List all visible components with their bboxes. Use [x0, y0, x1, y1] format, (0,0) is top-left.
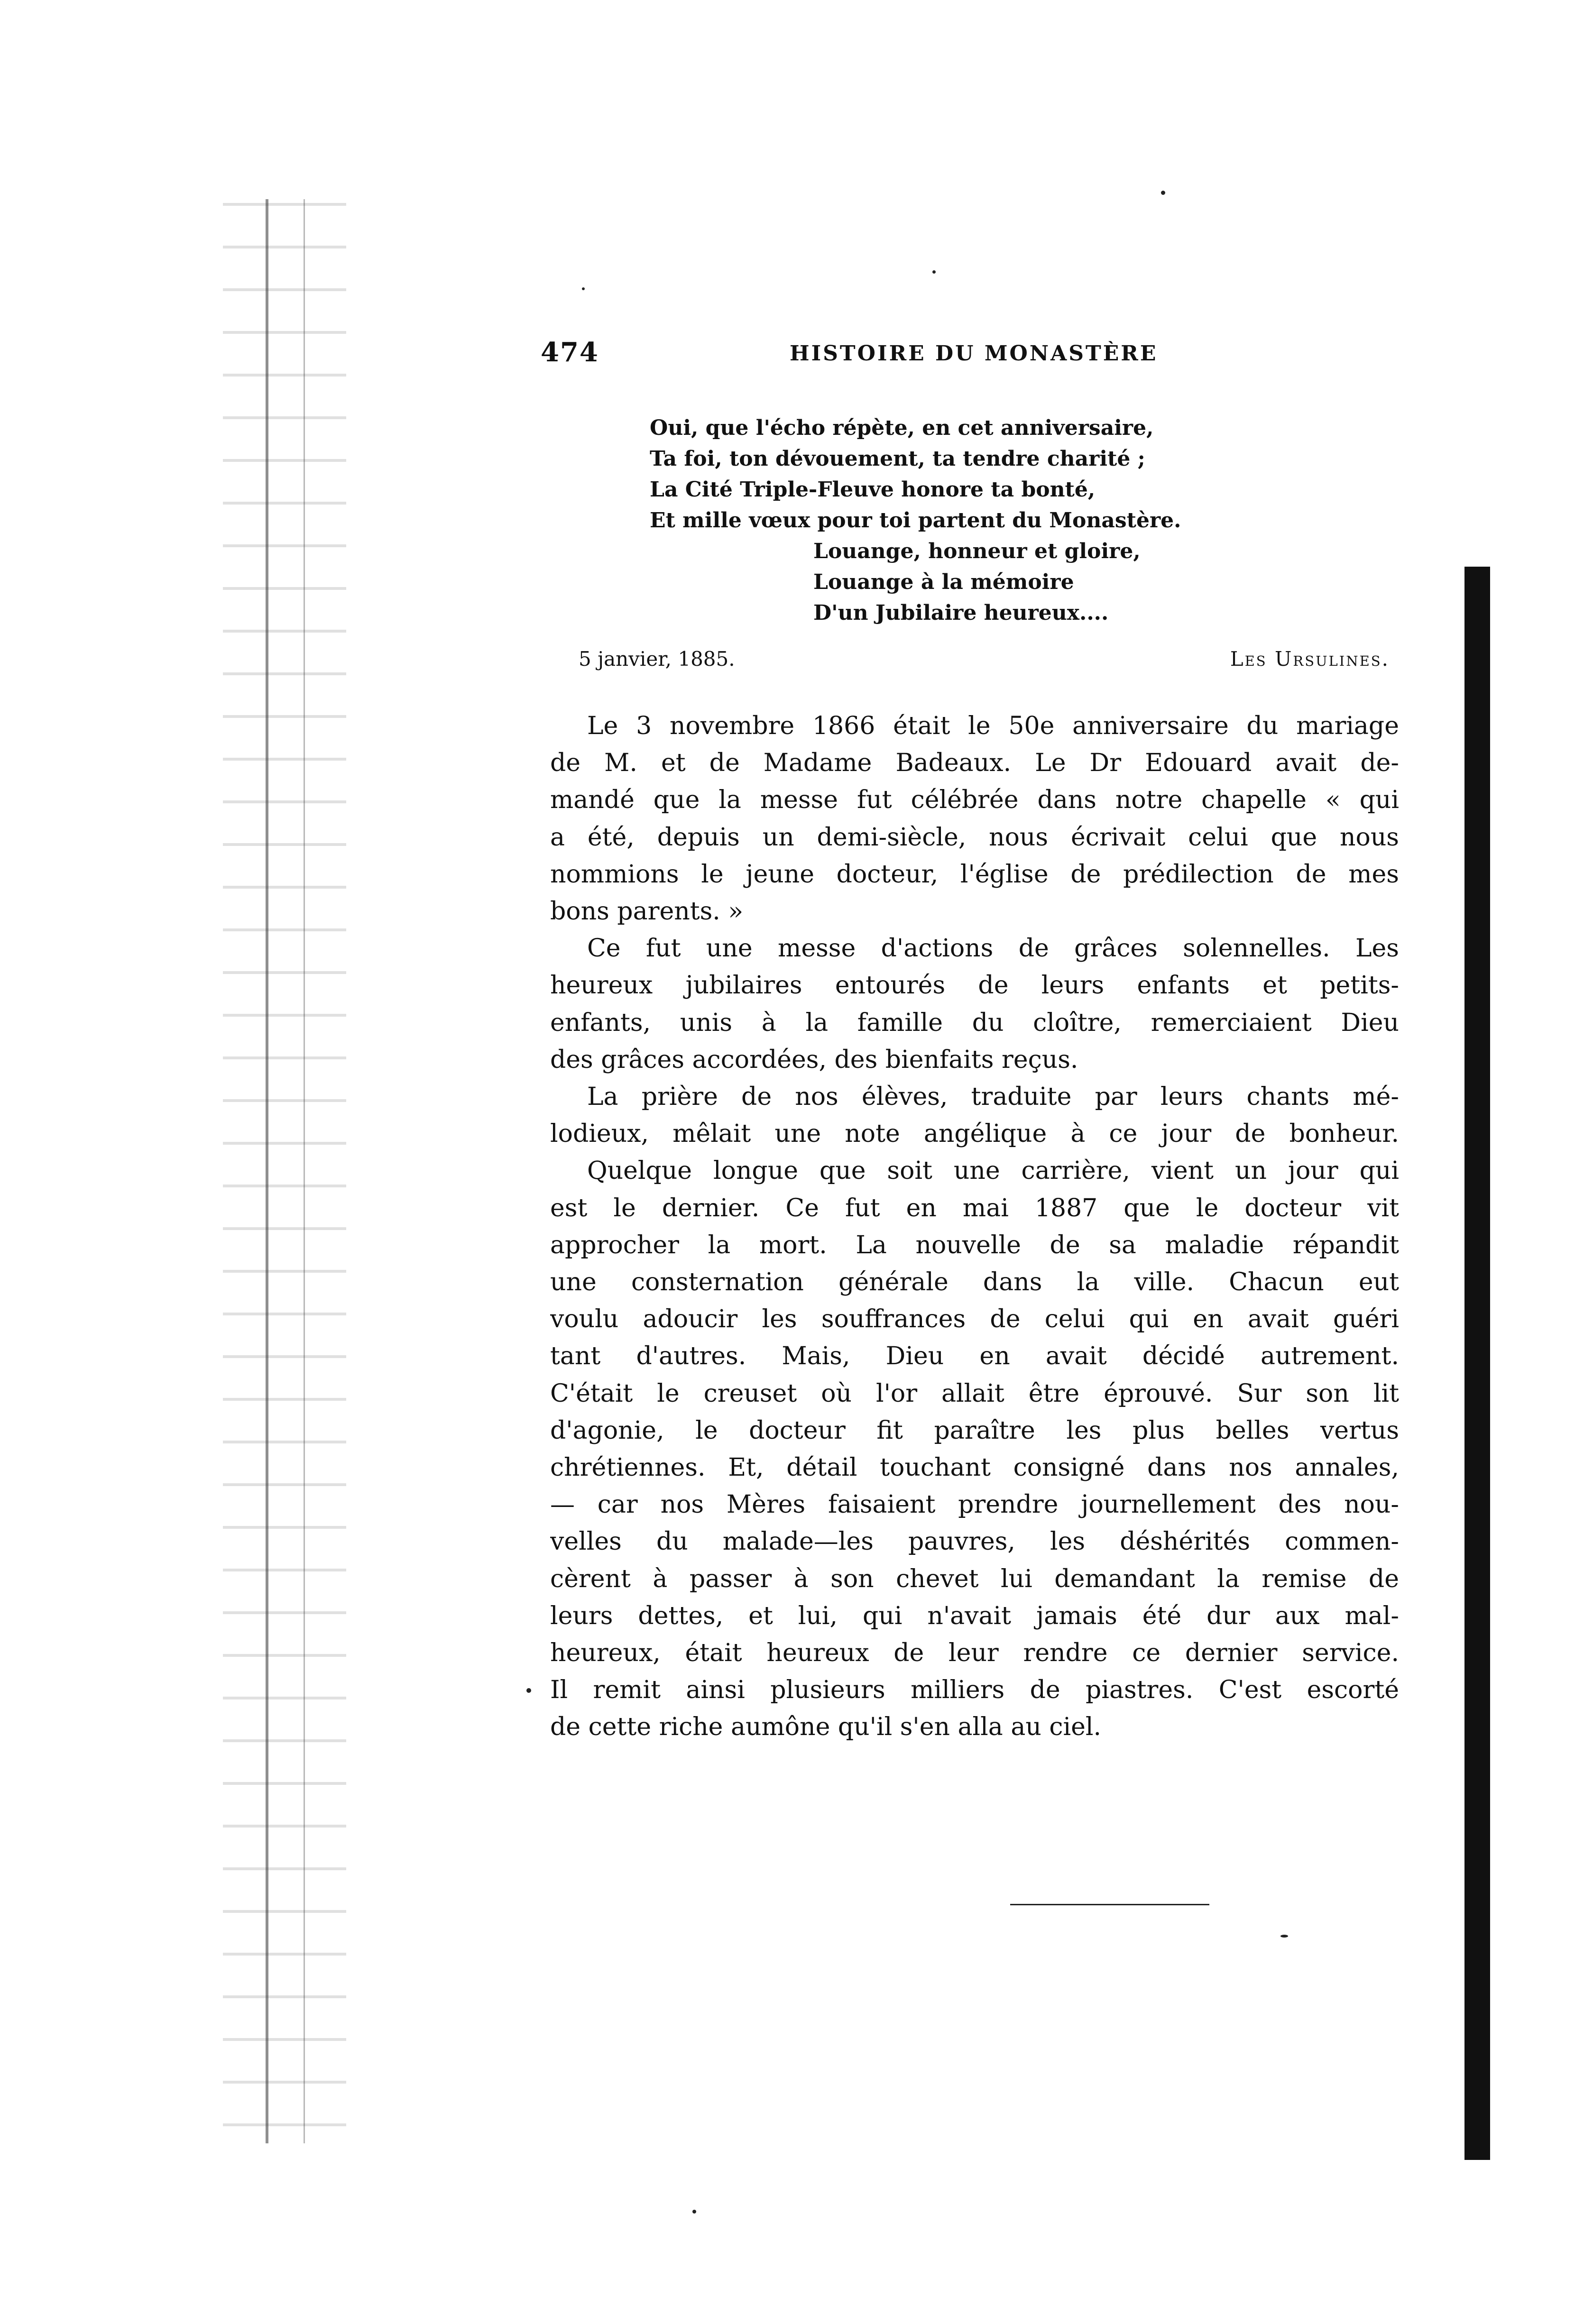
scan-binding-shadow	[223, 185, 346, 2153]
text-line: leurs dettes, et lui, qui n'avait jamais été dur aux mal-	[550, 1601, 1399, 1630]
text-line: heureux, était heureux de leur rendre ce dernier service.	[550, 1639, 1399, 1668]
text-line: de M. et de Madame Badeaux. Le Dr Edouard avait de-	[550, 749, 1399, 778]
scan-binding-line-secondary	[304, 199, 305, 2143]
scan-speck	[582, 287, 585, 290]
poem-refrain-line: Louange à la mémoire	[813, 570, 1074, 594]
scan-speck	[526, 1688, 531, 1693]
text-line: voulu adoucir les souffrances de celui qui en avait guéri	[550, 1305, 1399, 1334]
text-line: nommions le jeune docteur, l'église de prédilection de mes	[550, 860, 1399, 889]
poem-date: 5 janvier, 1885.	[579, 647, 735, 671]
text-line: des grâces accordées, des bienfaits reçus.	[550, 1045, 1078, 1074]
text-line: C'était le creuset où l'or allait être éprouvé. Sur son lit	[550, 1379, 1399, 1408]
text-line: tant d'autres. Mais, Dieu en avait décidé autrement.	[550, 1342, 1399, 1371]
text-line: d'agonie, le docteur fit paraître les plus belles vertus	[550, 1416, 1399, 1445]
poem	[650, 413, 1409, 628]
scan-binding-line	[266, 199, 268, 2143]
poem-line: Et mille vœux pour toi partent du Monastère.	[650, 508, 1181, 533]
text-line: cèrent à passer à son chevet lui demandant la remise de	[550, 1564, 1399, 1593]
scan-speck	[932, 270, 936, 274]
text-line: Quelque longue que soit une carrière, vient un jour qui	[587, 1157, 1399, 1185]
poem-footer	[579, 647, 1390, 680]
running-head	[541, 337, 1186, 379]
text-line: de cette riche aumône qu'il s'en alla au ciel.	[550, 1713, 1102, 1742]
text-line: enfants, unis à la famille du cloître, remerciaient Dieu	[550, 1008, 1399, 1037]
text-line: — car nos Mères faisaient prendre journellement des nou-	[550, 1490, 1399, 1519]
poem-refrain-line: Louange, honneur et gloire,	[813, 539, 1141, 563]
text-line: lodieux, mêlait une note angélique à ce jour de bonheur.	[550, 1120, 1399, 1148]
text-line: Le 3 novembre 1866 était le 50e anniversaire du mariage	[587, 712, 1399, 740]
text-line: approcher la mort. La nouvelle de sa maladie répandit	[550, 1231, 1399, 1259]
poem-signature: Les Ursulines.	[1230, 647, 1390, 671]
text-line: La prière de nos élèves, traduite par leurs chants mé-	[587, 1083, 1399, 1111]
scan-speck	[1161, 191, 1165, 195]
running-title: HISTOIRE DU MONASTÈRE	[790, 341, 1158, 366]
text-line: est le dernier. Ce fut en mai 1887 que le docteur vit	[550, 1194, 1399, 1222]
text-line: velles du malade—les pauvres, les déshérités commen-	[550, 1527, 1399, 1556]
text-line: heureux jubilaires entourés de leurs enfants et petits-	[550, 971, 1399, 1000]
page-number: 474	[541, 337, 599, 368]
scan-speck	[1280, 1935, 1288, 1938]
text-line: bons parents. »	[550, 897, 744, 926]
text-line: mandé que la messe fut célébrée dans notre chapelle « qui	[550, 786, 1399, 815]
scan-edge-bar	[1464, 567, 1490, 2160]
body-text	[550, 707, 1399, 1746]
poem-line: Oui, que l'écho répète, en cet anniversaire,	[650, 416, 1154, 440]
poem-refrain-line: D'un Jubilaire heureux....	[813, 601, 1109, 625]
poem-line: Ta foi, ton dévouement, ta tendre charité ;	[650, 447, 1145, 471]
text-line: Il remit ainsi plusieurs milliers de piastres. C'est escorté	[550, 1676, 1399, 1705]
end-rule	[1010, 1904, 1209, 1905]
poem-line: La Cité Triple-Fleuve honore ta bonté,	[650, 478, 1096, 502]
text-line: chrétiennes. Et, détail touchant consigné dans nos annales,	[550, 1453, 1399, 1482]
text-line: Ce fut une messe d'actions de grâces solennelles. Les	[587, 934, 1399, 963]
text-line: une consternation générale dans la ville. Chacun eut	[550, 1268, 1399, 1297]
text-line: a été, depuis un demi-siècle, nous écrivait celui que nous	[550, 823, 1399, 852]
scan-speck	[692, 2210, 696, 2214]
